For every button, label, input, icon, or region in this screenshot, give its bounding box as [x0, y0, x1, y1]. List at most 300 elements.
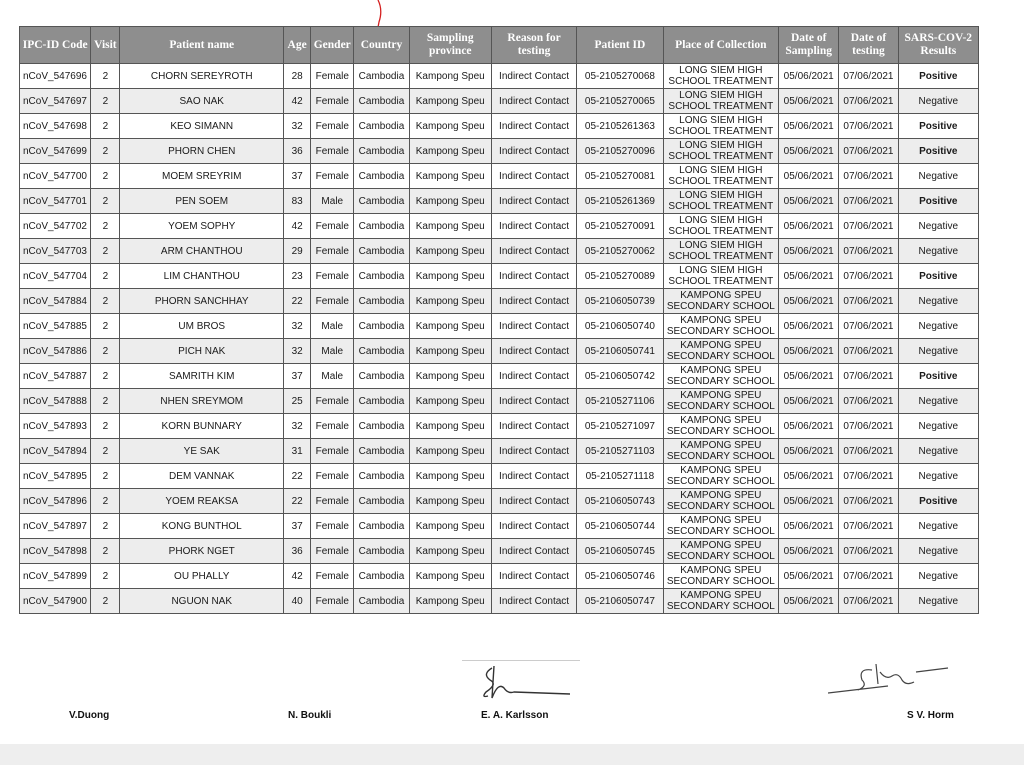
patient-id-cell: 05-2106050742: [577, 364, 663, 389]
signatures-area: [0, 640, 1024, 730]
reason-cell: Indirect Contact: [491, 189, 576, 214]
sampling-date-cell: 05/06/2021: [779, 239, 839, 264]
result-cell: Negative: [898, 564, 978, 589]
place-of-collection-cell: [663, 439, 778, 464]
patient-id-cell: 05-2105270081: [577, 164, 663, 189]
table-row: [20, 164, 979, 189]
place-line: KAMPONG SPEU: [680, 565, 762, 576]
place-line: SCHOOL TREATMENT: [668, 201, 774, 212]
country-cell: Cambodia: [354, 89, 409, 114]
place-line: SECONDARY SCHOOL: [666, 301, 775, 312]
reason-cell: Indirect Contact: [491, 289, 576, 314]
sampling-province-cell: Kampong Speu: [409, 539, 491, 564]
place-line: LONG SIEM HIGH: [679, 165, 763, 176]
sampling-date-cell: 05/06/2021: [779, 214, 839, 239]
place-of-collection-cell: [663, 389, 778, 414]
ipc-id-cell: nCoV_547895: [20, 464, 91, 489]
result-cell: Negative: [898, 339, 978, 364]
column-header: Age: [284, 27, 311, 64]
result-cell: Positive: [898, 264, 978, 289]
patient-name-cell: PHORN CHEN: [120, 139, 284, 164]
gender-cell: Female: [311, 564, 354, 589]
country-cell: Cambodia: [354, 114, 409, 139]
page-bottom-strip: [0, 744, 1024, 765]
place-line: SECONDARY SCHOOL: [666, 526, 775, 537]
sampling-province-cell: Kampong Speu: [409, 264, 491, 289]
place-line: LONG SIEM HIGH: [679, 215, 763, 226]
signature-line: [462, 660, 580, 661]
place-of-collection-cell: [663, 414, 778, 439]
reason-cell: Indirect Contact: [491, 564, 576, 589]
results-table: [19, 26, 979, 614]
country-cell: Cambodia: [354, 364, 409, 389]
column-header: Country: [354, 27, 409, 64]
place-line: KAMPONG SPEU: [680, 590, 762, 601]
table-row: [20, 364, 979, 389]
country-cell: Cambodia: [354, 314, 409, 339]
patient-id-cell: 05-2105271097: [577, 414, 663, 439]
table-row: [20, 289, 979, 314]
place-of-collection-cell: [663, 189, 778, 214]
table-row: [20, 589, 979, 614]
visit-cell: 2: [91, 439, 120, 464]
place-of-collection-cell: [663, 514, 778, 539]
country-cell: Cambodia: [354, 164, 409, 189]
patient-id-cell: 05-2105261363: [577, 114, 663, 139]
reason-cell: Indirect Contact: [491, 264, 576, 289]
testing-date-cell: 07/06/2021: [839, 539, 898, 564]
reason-cell: Indirect Contact: [491, 414, 576, 439]
table-header-row: [20, 27, 979, 64]
result-cell: Negative: [898, 539, 978, 564]
sampling-province-cell: Kampong Speu: [409, 414, 491, 439]
signatory-name: N. Boukli: [288, 710, 332, 721]
sampling-province-cell: Kampong Speu: [409, 589, 491, 614]
ipc-id-cell: nCoV_547886: [20, 339, 91, 364]
patient-name-cell: PHORK NGET: [120, 539, 284, 564]
patient-id-cell: 05-2106050746: [577, 564, 663, 589]
place-line: SECONDARY SCHOOL: [666, 326, 775, 337]
ipc-id-cell: nCoV_547900: [20, 589, 91, 614]
result-cell: Positive: [898, 364, 978, 389]
place-line: LONG SIEM HIGH: [679, 190, 763, 201]
country-cell: Cambodia: [354, 189, 409, 214]
testing-date-cell: 07/06/2021: [839, 364, 898, 389]
sampling-date-cell: 05/06/2021: [779, 539, 839, 564]
column-header: SARS-COV-2 Results: [898, 27, 978, 64]
country-cell: Cambodia: [354, 539, 409, 564]
ipc-id-cell: nCoV_547899: [20, 564, 91, 589]
patient-id-cell: 05-2105271118: [577, 464, 663, 489]
visit-cell: 2: [91, 64, 120, 89]
patient-id-cell: 05-2106050741: [577, 339, 663, 364]
signatory-name: E. A. Karlsson: [481, 710, 549, 721]
place-line: KAMPONG SPEU: [680, 515, 762, 526]
ipc-id-cell: nCoV_547699: [20, 139, 91, 164]
testing-date-cell: 07/06/2021: [839, 189, 898, 214]
patient-name-cell: ARM CHANTHOU: [120, 239, 284, 264]
visit-cell: 2: [91, 314, 120, 339]
visit-cell: 2: [91, 589, 120, 614]
patient-id-cell: 05-2105261369: [577, 189, 663, 214]
ipc-id-cell: nCoV_547704: [20, 264, 91, 289]
column-header: Patient ID: [577, 27, 663, 64]
patient-name-cell: KORN BUNNARY: [120, 414, 284, 439]
country-cell: Cambodia: [354, 64, 409, 89]
ipc-id-cell: nCoV_547888: [20, 389, 91, 414]
gender-cell: Male: [311, 364, 354, 389]
place-line: KAMPONG SPEU: [680, 340, 762, 351]
table-row: [20, 89, 979, 114]
visit-cell: 2: [91, 514, 120, 539]
signatory-name: S V. Horm: [907, 710, 954, 721]
place-line: SECONDARY SCHOOL: [666, 426, 775, 437]
place-of-collection-cell: [663, 364, 778, 389]
table-row: [20, 239, 979, 264]
reason-cell: Indirect Contact: [491, 64, 576, 89]
age-cell: 37: [284, 514, 311, 539]
country-cell: Cambodia: [354, 414, 409, 439]
patient-name-cell: DEM VANNAK: [120, 464, 284, 489]
gender-cell: Female: [311, 589, 354, 614]
place-line: SCHOOL TREATMENT: [668, 251, 774, 262]
place-line: SECONDARY SCHOOL: [666, 476, 775, 487]
ipc-id-cell: nCoV_547697: [20, 89, 91, 114]
patient-name-cell: PEN SOEM: [120, 189, 284, 214]
country-cell: Cambodia: [354, 239, 409, 264]
place-of-collection-cell: [663, 289, 778, 314]
result-cell: Negative: [898, 514, 978, 539]
reason-cell: Indirect Contact: [491, 514, 576, 539]
testing-date-cell: 07/06/2021: [839, 289, 898, 314]
place-line: SCHOOL TREATMENT: [668, 101, 774, 112]
visit-cell: 2: [91, 164, 120, 189]
patient-id-cell: 05-2105270062: [577, 239, 663, 264]
country-cell: Cambodia: [354, 139, 409, 164]
country-cell: Cambodia: [354, 389, 409, 414]
country-cell: Cambodia: [354, 289, 409, 314]
reason-cell: Indirect Contact: [491, 314, 576, 339]
patient-id-cell: 05-2105270065: [577, 89, 663, 114]
visit-cell: 2: [91, 264, 120, 289]
table-row: [20, 114, 979, 139]
sampling-date-cell: 05/06/2021: [779, 364, 839, 389]
place-line: LONG SIEM HIGH: [679, 265, 763, 276]
place-of-collection-cell: [663, 89, 778, 114]
place-line: KAMPONG SPEU: [680, 490, 762, 501]
signature-karlsson: [478, 662, 573, 702]
sampling-province-cell: Kampong Speu: [409, 464, 491, 489]
reason-cell: Indirect Contact: [491, 89, 576, 114]
gender-cell: Female: [311, 389, 354, 414]
patient-name-cell: NGUON NAK: [120, 589, 284, 614]
place-of-collection-cell: [663, 339, 778, 364]
table-row: [20, 264, 979, 289]
age-cell: 22: [284, 489, 311, 514]
table-row: [20, 389, 979, 414]
place-line: SCHOOL TREATMENT: [668, 126, 774, 137]
gender-cell: Female: [311, 214, 354, 239]
gender-cell: Male: [311, 189, 354, 214]
sampling-date-cell: 05/06/2021: [779, 464, 839, 489]
sampling-date-cell: 05/06/2021: [779, 339, 839, 364]
patient-id-cell: 05-2106050747: [577, 589, 663, 614]
sampling-province-cell: Kampong Speu: [409, 89, 491, 114]
sampling-date-cell: 05/06/2021: [779, 264, 839, 289]
gender-cell: Female: [311, 89, 354, 114]
country-cell: Cambodia: [354, 264, 409, 289]
age-cell: 36: [284, 539, 311, 564]
table-row: [20, 539, 979, 564]
age-cell: 31: [284, 439, 311, 464]
testing-date-cell: 07/06/2021: [839, 339, 898, 364]
sampling-province-cell: Kampong Speu: [409, 364, 491, 389]
place-line: LONG SIEM HIGH: [679, 65, 763, 76]
sampling-province-cell: Kampong Speu: [409, 164, 491, 189]
visit-cell: 2: [91, 414, 120, 439]
testing-date-cell: 07/06/2021: [839, 114, 898, 139]
place-of-collection-cell: [663, 239, 778, 264]
age-cell: 23: [284, 264, 311, 289]
testing-date-cell: 07/06/2021: [839, 264, 898, 289]
result-cell: Positive: [898, 139, 978, 164]
ipc-id-cell: nCoV_547700: [20, 164, 91, 189]
visit-cell: 2: [91, 539, 120, 564]
ipc-id-cell: nCoV_547897: [20, 514, 91, 539]
place-line: LONG SIEM HIGH: [679, 140, 763, 151]
testing-date-cell: 07/06/2021: [839, 464, 898, 489]
column-header: IPC-ID Code: [20, 27, 91, 64]
reason-cell: Indirect Contact: [491, 464, 576, 489]
column-header: Place of Collection: [663, 27, 778, 64]
gender-cell: Female: [311, 414, 354, 439]
sampling-date-cell: 05/06/2021: [779, 439, 839, 464]
gender-cell: Female: [311, 464, 354, 489]
ipc-id-cell: nCoV_547701: [20, 189, 91, 214]
table-body: [20, 64, 979, 614]
reason-cell: Indirect Contact: [491, 489, 576, 514]
gender-cell: Female: [311, 289, 354, 314]
column-header: Gender: [311, 27, 354, 64]
testing-date-cell: 07/06/2021: [839, 214, 898, 239]
sampling-province-cell: Kampong Speu: [409, 314, 491, 339]
patient-id-cell: 05-2106050739: [577, 289, 663, 314]
result-cell: Positive: [898, 64, 978, 89]
country-cell: Cambodia: [354, 489, 409, 514]
place-line: KAMPONG SPEU: [680, 315, 762, 326]
sampling-province-cell: Kampong Speu: [409, 514, 491, 539]
age-cell: 37: [284, 164, 311, 189]
patient-name-cell: SAO NAK: [120, 89, 284, 114]
testing-date-cell: 07/06/2021: [839, 64, 898, 89]
testing-date-cell: 07/06/2021: [839, 414, 898, 439]
visit-cell: 2: [91, 189, 120, 214]
testing-date-cell: 07/06/2021: [839, 564, 898, 589]
reason-cell: Indirect Contact: [491, 139, 576, 164]
patient-name-cell: YOEM SOPHY: [120, 214, 284, 239]
table-row: [20, 339, 979, 364]
age-cell: 25: [284, 389, 311, 414]
ipc-id-cell: nCoV_547893: [20, 414, 91, 439]
place-of-collection-cell: [663, 539, 778, 564]
sampling-province-cell: Kampong Speu: [409, 114, 491, 139]
gender-cell: Female: [311, 64, 354, 89]
patient-name-cell: PHORN SANCHHAY: [120, 289, 284, 314]
patient-name-cell: OU PHALLY: [120, 564, 284, 589]
place-of-collection-cell: [663, 139, 778, 164]
place-line: KAMPONG SPEU: [680, 465, 762, 476]
age-cell: 28: [284, 64, 311, 89]
result-cell: Negative: [898, 239, 978, 264]
ipc-id-cell: nCoV_547702: [20, 214, 91, 239]
result-cell: Negative: [898, 439, 978, 464]
result-cell: Negative: [898, 214, 978, 239]
patient-name-cell: MOEM SREYRIM: [120, 164, 284, 189]
country-cell: Cambodia: [354, 439, 409, 464]
visit-cell: 2: [91, 564, 120, 589]
age-cell: 42: [284, 214, 311, 239]
sampling-province-cell: Kampong Speu: [409, 214, 491, 239]
visit-cell: 2: [91, 289, 120, 314]
ipc-id-cell: nCoV_547885: [20, 314, 91, 339]
place-line: SECONDARY SCHOOL: [666, 501, 775, 512]
patient-name-cell: CHORN SEREYROTH: [120, 64, 284, 89]
testing-date-cell: 07/06/2021: [839, 589, 898, 614]
column-header: Patient name: [120, 27, 284, 64]
place-line: SECONDARY SCHOOL: [666, 351, 775, 362]
place-line: SECONDARY SCHOOL: [666, 451, 775, 462]
result-cell: Positive: [898, 489, 978, 514]
testing-date-cell: 07/06/2021: [839, 314, 898, 339]
patient-name-cell: KONG BUNTHOL: [120, 514, 284, 539]
signatory-name: V.Duong: [69, 710, 110, 721]
column-header: Reason for testing: [491, 27, 576, 64]
patient-name-cell: UM BROS: [120, 314, 284, 339]
result-cell: Negative: [898, 314, 978, 339]
place-of-collection-cell: [663, 564, 778, 589]
table-row: [20, 64, 979, 89]
table-row: [20, 314, 979, 339]
table-row: [20, 464, 979, 489]
place-line: KAMPONG SPEU: [680, 290, 762, 301]
place-of-collection-cell: [663, 214, 778, 239]
patient-name-cell: YOEM REAKSA: [120, 489, 284, 514]
gender-cell: Female: [311, 164, 354, 189]
gender-cell: Female: [311, 514, 354, 539]
testing-date-cell: 07/06/2021: [839, 389, 898, 414]
place-line: LONG SIEM HIGH: [679, 115, 763, 126]
reason-cell: Indirect Contact: [491, 364, 576, 389]
age-cell: 29: [284, 239, 311, 264]
gender-cell: Male: [311, 339, 354, 364]
reason-cell: Indirect Contact: [491, 539, 576, 564]
patient-name-cell: LIM CHANTHOU: [120, 264, 284, 289]
ipc-id-cell: nCoV_547696: [20, 64, 91, 89]
patient-name-cell: KEO SIMANN: [120, 114, 284, 139]
patient-name-cell: SAMRITH KIM: [120, 364, 284, 389]
column-header: Visit: [91, 27, 120, 64]
place-line: KAMPONG SPEU: [680, 540, 762, 551]
patient-id-cell: 05-2105270068: [577, 64, 663, 89]
patient-id-cell: 05-2105271103: [577, 439, 663, 464]
place-line: KAMPONG SPEU: [680, 390, 762, 401]
reason-cell: Indirect Contact: [491, 589, 576, 614]
age-cell: 37: [284, 364, 311, 389]
place-line: KAMPONG SPEU: [680, 415, 762, 426]
place-line: SECONDARY SCHOOL: [666, 601, 775, 612]
age-cell: 32: [284, 414, 311, 439]
place-of-collection-cell: [663, 489, 778, 514]
result-cell: Negative: [898, 464, 978, 489]
visit-cell: 2: [91, 214, 120, 239]
place-line: SCHOOL TREATMENT: [668, 226, 774, 237]
table-row: [20, 414, 979, 439]
sampling-province-cell: Kampong Speu: [409, 389, 491, 414]
sampling-province-cell: Kampong Speu: [409, 64, 491, 89]
country-cell: Cambodia: [354, 339, 409, 364]
table-row: [20, 564, 979, 589]
place-of-collection-cell: [663, 64, 778, 89]
place-line: KAMPONG SPEU: [680, 440, 762, 451]
place-line: SCHOOL TREATMENT: [668, 151, 774, 162]
country-cell: Cambodia: [354, 464, 409, 489]
sampling-province-cell: Kampong Speu: [409, 564, 491, 589]
sampling-province-cell: Kampong Speu: [409, 189, 491, 214]
visit-cell: 2: [91, 339, 120, 364]
table-row: [20, 139, 979, 164]
sampling-date-cell: 05/06/2021: [779, 489, 839, 514]
visit-cell: 2: [91, 489, 120, 514]
visit-cell: 2: [91, 464, 120, 489]
place-of-collection-cell: [663, 314, 778, 339]
patient-id-cell: 05-2106050740: [577, 314, 663, 339]
result-cell: Negative: [898, 414, 978, 439]
gender-cell: Female: [311, 114, 354, 139]
age-cell: 36: [284, 139, 311, 164]
ipc-id-cell: nCoV_547884: [20, 289, 91, 314]
patient-id-cell: 05-2106050744: [577, 514, 663, 539]
testing-date-cell: 07/06/2021: [839, 139, 898, 164]
sampling-date-cell: 05/06/2021: [779, 189, 839, 214]
gender-cell: Female: [311, 489, 354, 514]
ipc-id-cell: nCoV_547894: [20, 439, 91, 464]
gender-cell: Female: [311, 139, 354, 164]
place-line: SECONDARY SCHOOL: [666, 376, 775, 387]
place-line: SCHOOL TREATMENT: [668, 276, 774, 287]
sampling-date-cell: 05/06/2021: [779, 589, 839, 614]
result-cell: Negative: [898, 389, 978, 414]
ipc-id-cell: nCoV_547887: [20, 364, 91, 389]
visit-cell: 2: [91, 364, 120, 389]
testing-date-cell: 07/06/2021: [839, 239, 898, 264]
sampling-date-cell: 05/06/2021: [779, 514, 839, 539]
sampling-date-cell: 05/06/2021: [779, 64, 839, 89]
sampling-province-cell: Kampong Speu: [409, 439, 491, 464]
place-line: SECONDARY SCHOOL: [666, 576, 775, 587]
place-line: SECONDARY SCHOOL: [666, 401, 775, 412]
patient-name-cell: NHEN SREYMOM: [120, 389, 284, 414]
sampling-date-cell: 05/06/2021: [779, 564, 839, 589]
sampling-date-cell: 05/06/2021: [779, 164, 839, 189]
place-of-collection-cell: [663, 114, 778, 139]
age-cell: 40: [284, 589, 311, 614]
table-row: [20, 514, 979, 539]
result-cell: Negative: [898, 589, 978, 614]
table-row: [20, 489, 979, 514]
patient-id-cell: 05-2106050743: [577, 489, 663, 514]
sampling-date-cell: 05/06/2021: [779, 139, 839, 164]
gender-cell: Female: [311, 539, 354, 564]
